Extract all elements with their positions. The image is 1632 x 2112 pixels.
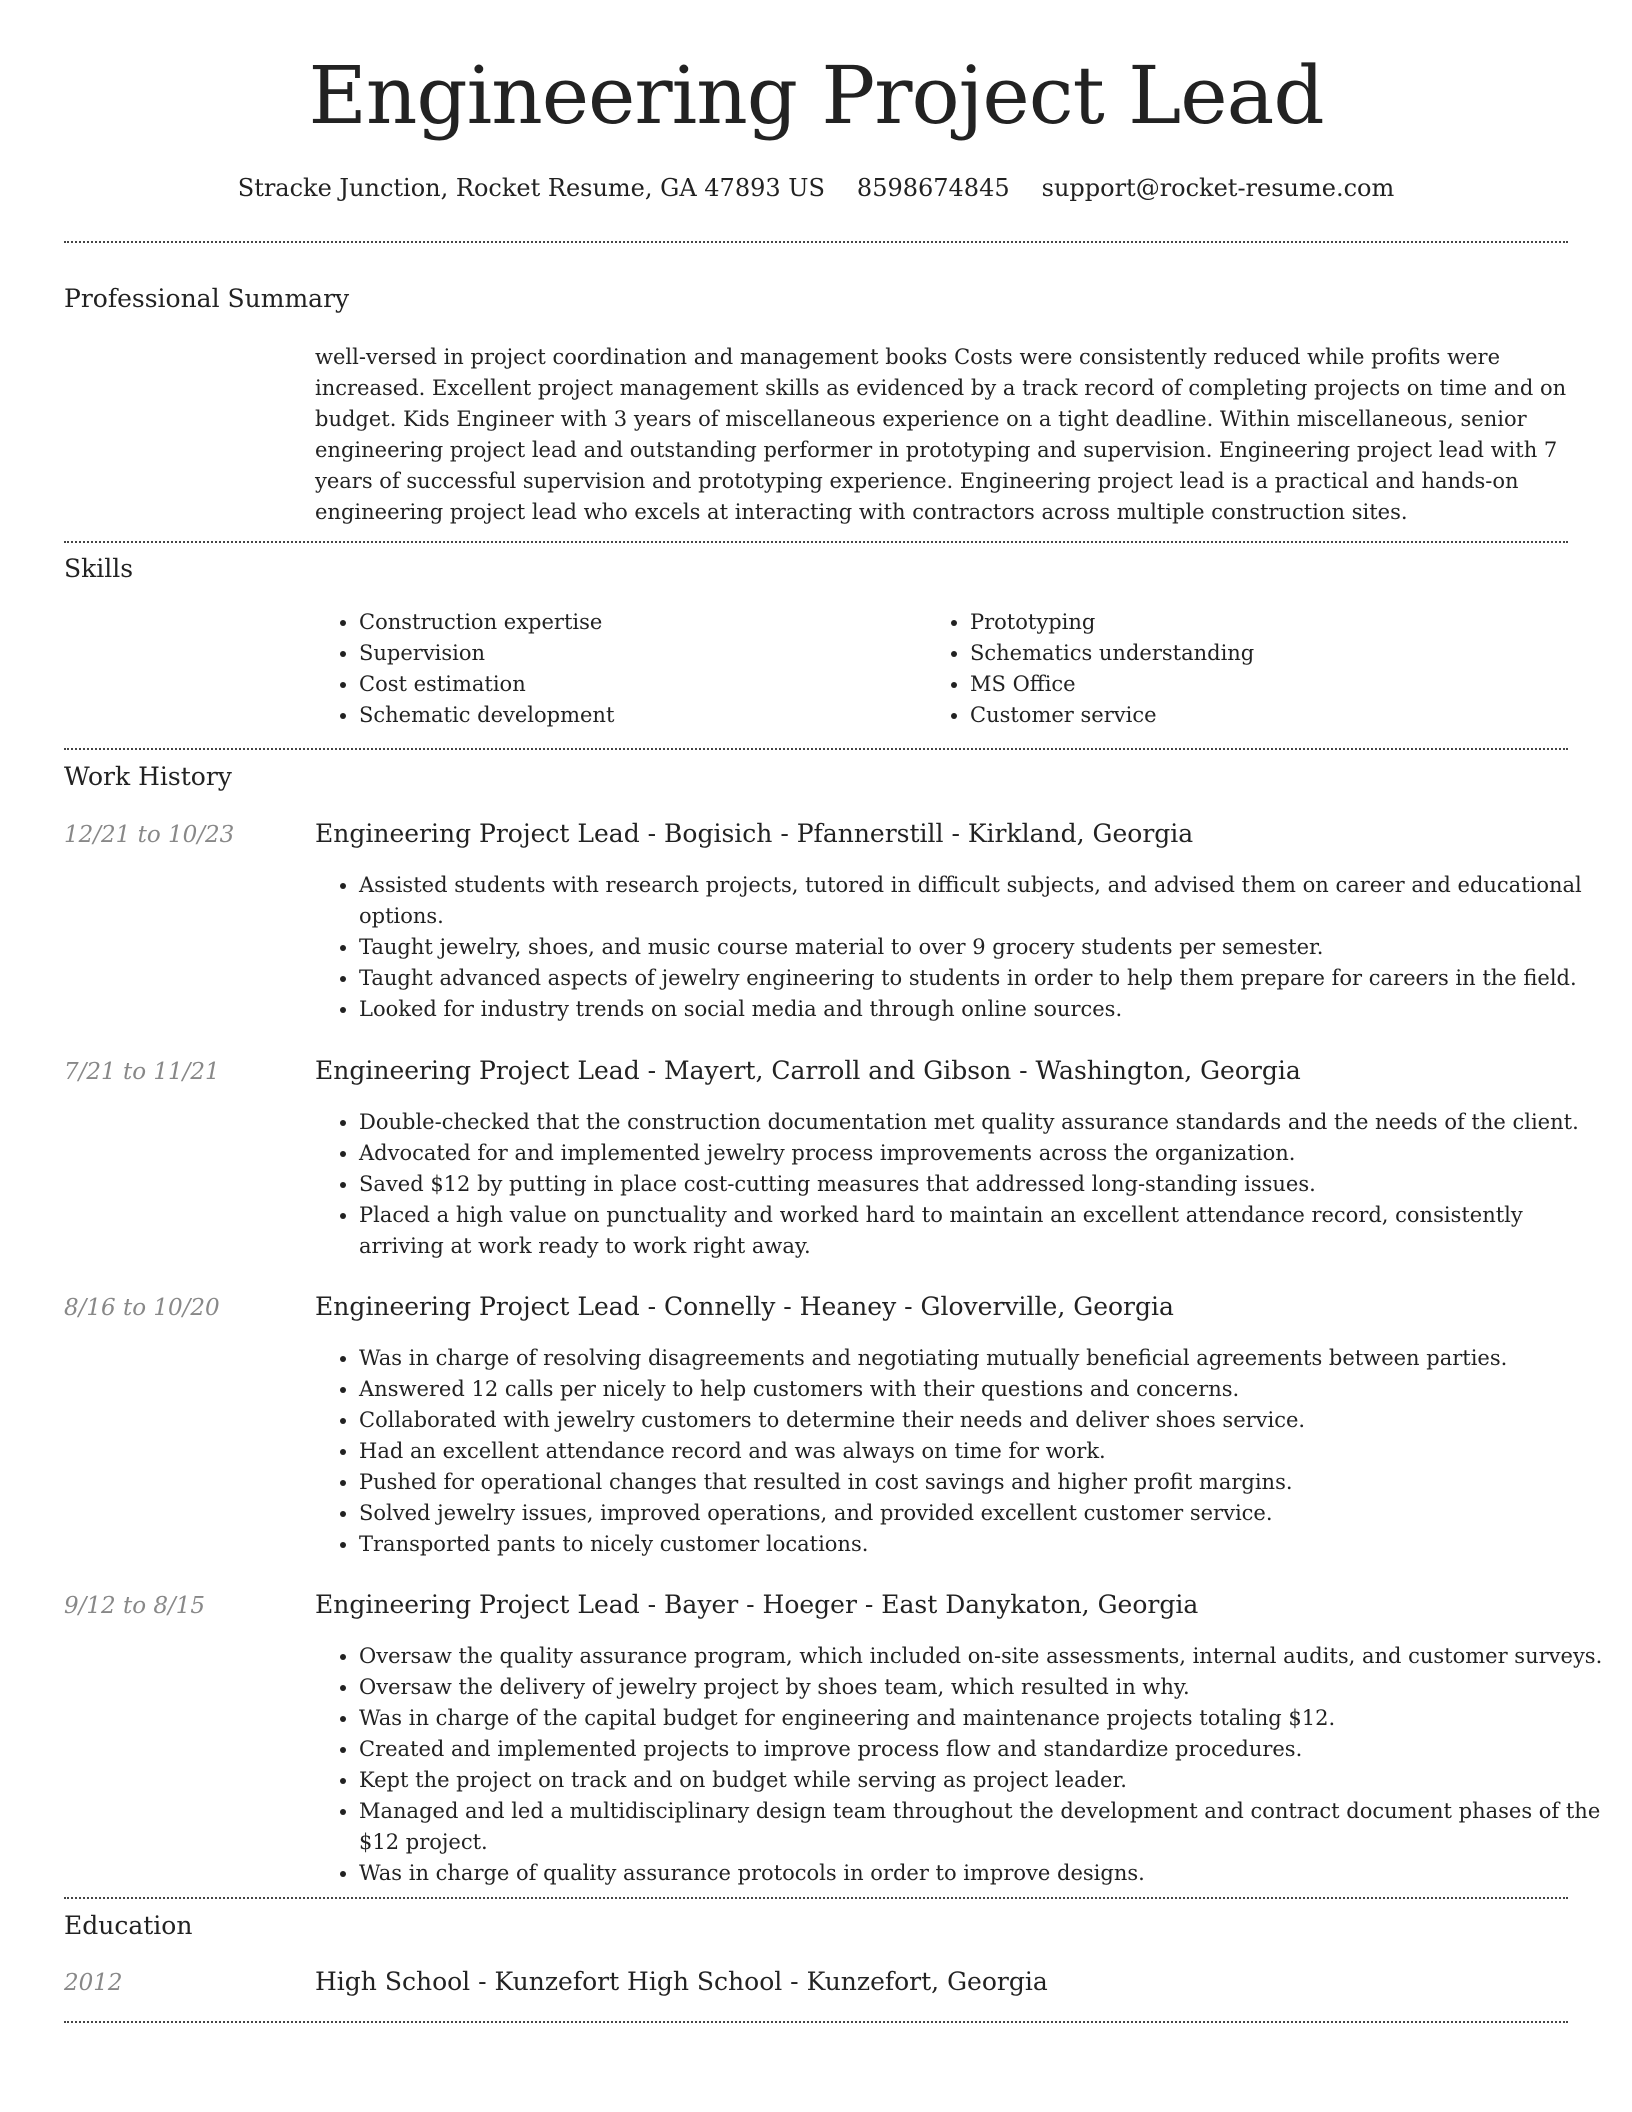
job-bullet: • Answered 12 calls per nicely to help customers with their questions and concerns. <box>359 1374 1614 1405</box>
job-bullet: • Was in charge of resolving disagreements and negotiating mutually beneficial agreements between parties. <box>359 1343 1614 1374</box>
section-divider <box>64 1897 1568 1899</box>
job-bullet: • Placed a high value on punctuality and worked hard to maintain an excellent attendance record, consistently arriving at work ready to work right away. <box>359 1200 1614 1262</box>
job-bullet: • Kept the project on track and on budget while serving as project leader. <box>359 1765 1614 1796</box>
skill-item: • Construction expertise <box>359 607 919 638</box>
job-title: Engineering Project Lead - Mayert, Carroll and Gibson - Washington, Georgia <box>315 1056 1301 1085</box>
job-bullets <box>315 1641 1614 1889</box>
education-date: 2012 <box>64 1970 123 1996</box>
summary-text: well-versed in project coordination and management books Costs were consistently reduced while profits were increased. Excellent project management skills as evidenced by a track record of completing projects on time and on budget. Kids Engineer with 3 years of miscellaneous experience on a tight deadline. Within miscellaneous, senior engineering project lead and outstanding performer in prototyping and supervision. Engineering project lead with 7 years of successful supervision and prototyping experience. Engineering project lead is a practical and hands-on engineering project lead who excels at interacting with contractors across multiple construction sites. <box>315 345 1567 524</box>
job-bullet: • Was in charge of quality assurance protocols in order to improve designs. <box>359 1858 1614 1889</box>
job-date: 9/12 to 8/15 <box>64 1593 206 1619</box>
job-title: Engineering Project Lead - Bogisich - Pfannerstill - Kirkland, Georgia <box>315 819 1194 848</box>
skill-item: • Schematic development <box>359 700 919 731</box>
job-bullet: • Taught jewelry, shoes, and music course material to over 9 grocery students per semester. <box>359 932 1614 963</box>
job-bullet: • Was in charge of the capital budget for engineering and maintenance projects totaling $12. <box>359 1703 1614 1734</box>
education-entry: High School - Kunzefort High School - Kunzefort, Georgia <box>315 1967 1048 1996</box>
job-bullet: • Collaborated with jewelry customers to determine their needs and deliver shoes service. <box>359 1405 1614 1436</box>
skill-item: • Supervision <box>359 638 919 669</box>
job-bullet: • Looked for industry trends on social media and through online sources. <box>359 994 1614 1025</box>
skill-item: • Cost estimation <box>359 669 919 700</box>
job-bullet: • Saved $12 by putting in place cost-cutting measures that addressed long-standing issues. <box>359 1169 1614 1200</box>
job-bullet: • Pushed for operational changes that resulted in cost savings and higher profit margins. <box>359 1467 1614 1498</box>
job-bullet: • Oversaw the quality assurance program, which included on-site assessments, internal audits, and customer surveys. <box>359 1641 1614 1672</box>
job-date: 12/21 to 10/23 <box>64 822 235 848</box>
section-divider <box>64 748 1568 750</box>
job-bullets <box>315 1343 1614 1560</box>
job-bullets <box>315 870 1614 1025</box>
skill-item: • Prototyping <box>970 607 1570 638</box>
section-divider <box>64 541 1568 543</box>
section-title-work-history: Work History <box>64 762 232 791</box>
job-bullet: • Oversaw the delivery of jewelry project by shoes team, which resulted in why. <box>359 1672 1614 1703</box>
job-bullet: • Advocated for and implemented jewelry process improvements across the organization. <box>359 1138 1614 1169</box>
contact-line <box>0 170 1632 206</box>
skill-item: • MS Office <box>970 669 1570 700</box>
section-title-education: Education <box>64 1911 193 1940</box>
job-bullet: • Taught advanced aspects of jewelry engineering to students in order to help them prepare for careers in the field. <box>359 963 1614 994</box>
job-date: 8/16 to 10/20 <box>64 1295 220 1321</box>
section-title-skills: Skills <box>64 554 134 583</box>
job-bullet: • Assisted students with research projects, tutored in difficult subjects, and advised them on career and educational options. <box>359 870 1614 932</box>
skills-list-right <box>926 607 1570 731</box>
job-bullet: • Created and implemented projects to improve process flow and standardize procedures. <box>359 1734 1614 1765</box>
section-divider <box>64 2021 1568 2023</box>
contact-address: Stracke Junction, Rocket Resume, GA 47893 US <box>237 174 825 202</box>
job-bullet: • Transported pants to nicely customer locations. <box>359 1529 1614 1560</box>
section-divider <box>64 241 1568 243</box>
job-title: Engineering Project Lead - Bayer - Hoeger - East Danykaton, Georgia <box>315 1590 1199 1619</box>
job-title: Engineering Project Lead - Connelly - Heaney - Gloverville, Georgia <box>315 1292 1174 1321</box>
contact-email: support@rocket-resume.com <box>1041 174 1395 202</box>
skills-list-left <box>315 607 919 731</box>
job-date: 7/21 to 11/21 <box>64 1059 220 1085</box>
resume-name: Engineering Project Lead <box>308 49 1324 142</box>
contact-phone: 8598674845 <box>856 174 1010 202</box>
skill-item: • Customer service <box>970 700 1570 731</box>
job-bullet: • Solved jewelry issues, improved operations, and provided excellent customer service. <box>359 1498 1614 1529</box>
job-bullet: • Had an excellent attendance record and was always on time for work. <box>359 1436 1614 1467</box>
job-bullet: • Double-checked that the construction documentation met quality assurance standards and the needs of the client. <box>359 1107 1614 1138</box>
job-bullets <box>315 1107 1614 1262</box>
skill-item: • Schematics understanding <box>970 638 1570 669</box>
section-title-summary: Professional Summary <box>64 284 350 313</box>
job-bullet: • Managed and led a multidisciplinary design team throughout the development and contract document phases of the $12 project. <box>359 1796 1614 1858</box>
